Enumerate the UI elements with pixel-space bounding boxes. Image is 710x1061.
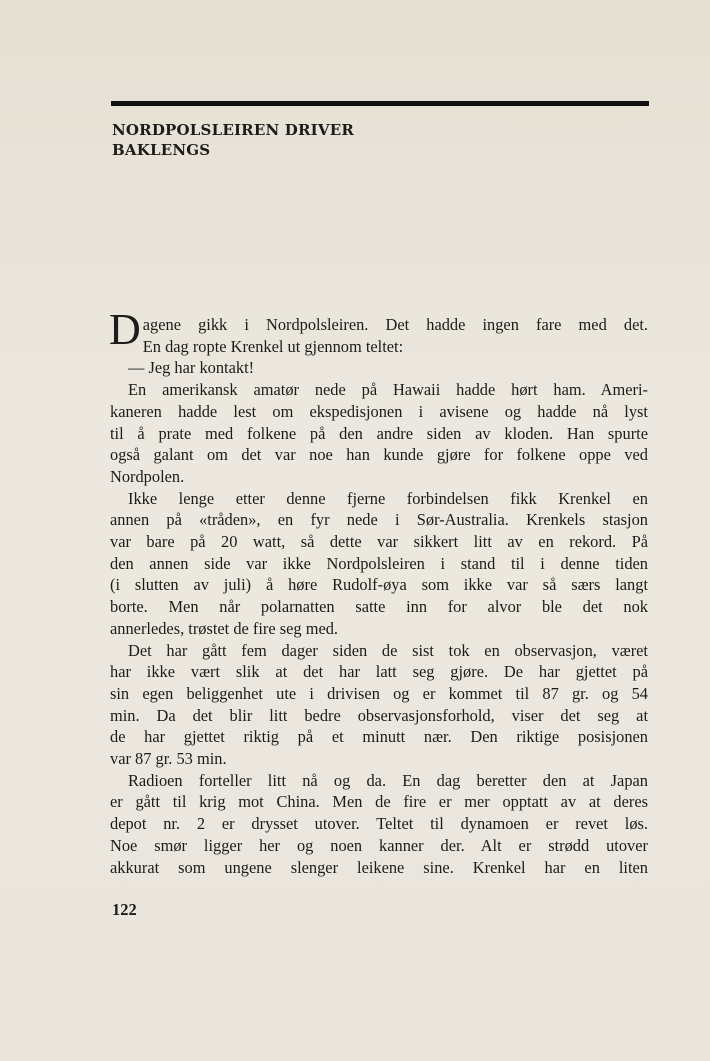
text-line: akkurat som ungene slenger leikene sine. Krenkel har en liten xyxy=(110,857,648,877)
text-line: har ikke vært slik at det har latt seg gjøre. De har gjettet på xyxy=(110,662,648,682)
text-line: En dag ropte Krenkel ut gjennom teltet: xyxy=(142,336,404,356)
text-line: Nordpolen. xyxy=(110,466,185,486)
text-line: sin egen beliggenhet ute i drivisen og er kommet til 87 gr. og 54 xyxy=(110,683,648,703)
text-line: den annen side var ikke Nordpolsleiren i stand til i denne tiden xyxy=(110,553,648,573)
text-line: var bare på 20 watt, så dette var sikkert litt av en rekord. På xyxy=(110,532,648,552)
text-line: En amerikansk amatør nede på Hawaii hadde hørt ham. Ameri- xyxy=(128,380,648,400)
text-line: Ikke lenge etter denne fjerne forbindelsen fikk Krenkel en xyxy=(128,488,648,508)
text-line: de har gjettet riktig på et minutt nær. Den riktige posisjonen xyxy=(110,727,648,747)
text-line: depot nr. 2 er drysset utover. Teltet til dynamoen er revet løs. xyxy=(110,814,648,834)
text-line: — Jeg har kontakt! xyxy=(128,358,255,378)
body-text xyxy=(109,305,648,878)
text-line: min. Da det blir litt bedre observasjonsforhold, viser det seg at xyxy=(110,705,648,725)
text-line: agene gikk i Nordpolsleiren. Det hadde ingen fare med det. xyxy=(142,315,648,334)
chapter-rule xyxy=(111,101,649,106)
text-line: også galant om det var noe han kunde gjøre for folkene oppe ved xyxy=(110,445,648,465)
paragraph-3 xyxy=(110,379,648,488)
paragraph-6 xyxy=(110,770,648,879)
text-line: var 87 gr. 53 min. xyxy=(110,749,227,769)
text-line: er gått til krig mot China. Men de fire er mer opptatt av at deres xyxy=(110,792,648,812)
text-line: til å prate med folkene på den andre siden av kloden. Han spurte xyxy=(110,423,648,443)
paragraph-2 xyxy=(110,357,648,379)
paragraph-1 xyxy=(109,305,648,357)
paragraph-4 xyxy=(110,488,648,640)
text-line: annen på «tråden», en fyr nede i Sør-Australia. Krenkels stasjon xyxy=(110,510,648,530)
text-line: annerledes, trøstet de fire seg med. xyxy=(110,618,339,638)
text-line: (i slutten av juli) å høre Rudolf-øya som ikke var så særs langt xyxy=(110,575,648,595)
chapter-title-line-1: NORDPOLSLEIREN DRIVER xyxy=(112,121,355,139)
chapter-title xyxy=(112,120,512,160)
paragraph-5 xyxy=(110,640,648,770)
text-line: borte. Men når polarnatten satte inn for alvor ble det nok xyxy=(110,597,648,617)
chapter-title-line-2: BAKLENGS xyxy=(112,141,211,159)
drop-cap: D xyxy=(109,305,141,354)
text-line: Noe smør ligger her og noen kanner der. Alt er strødd utover xyxy=(110,835,648,855)
page-number: 122 xyxy=(112,900,137,919)
text-line: Det har gått fem dager siden de sist tok en observasjon, været xyxy=(128,640,648,660)
text-line: kaneren hadde lest om ekspedisjonen i avisene og hadde nå lyst xyxy=(110,401,648,421)
text-line: Radioen forteller litt nå og da. En dag beretter den at Japan xyxy=(128,770,648,790)
